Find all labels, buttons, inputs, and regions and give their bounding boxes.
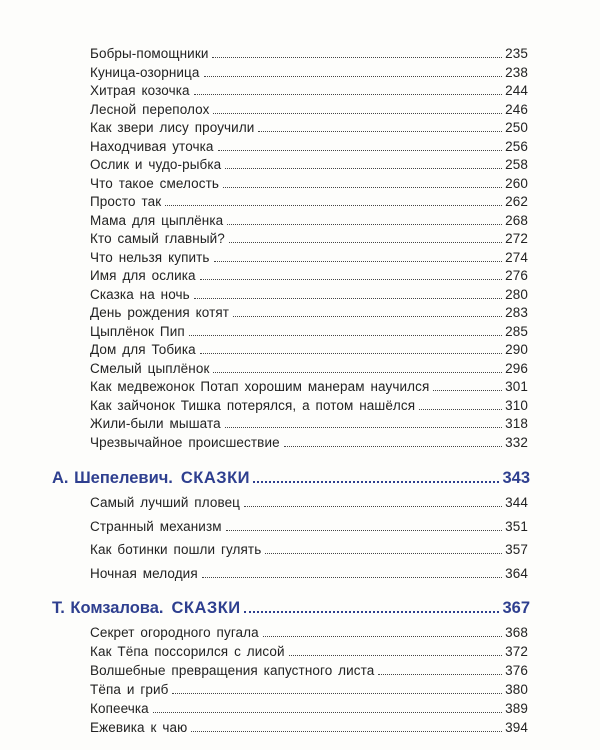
toc-entry-title: Что нельзя купить [90,249,210,265]
toc-entry [90,119,528,137]
toc-entry-page: 260 [505,175,528,191]
dot-leader [433,390,502,391]
toc-entry-title: Хитрая козочка [90,83,190,98]
toc-entry-title: Странный механизм [90,518,222,534]
toc-entry [90,304,528,322]
toc-entry [90,138,528,156]
toc-entry [90,360,528,378]
dot-leader [194,94,503,95]
toc-entry-title: Сказка на ночь [90,286,190,302]
dot-leader [204,76,503,77]
dot-leader [284,446,502,447]
toc-entry [90,101,528,119]
toc-entry [90,518,528,536]
dot-leader [244,506,502,507]
toc-entry-title: Лесной переполох [90,101,210,117]
section-page: 343 [502,469,530,487]
toc-entry-page: 280 [505,286,528,302]
toc-entry-page: 276 [505,268,528,283]
toc-entry [90,64,528,82]
toc-entry-page: 394 [505,720,528,735]
section-author: Т. Комзалова. [52,599,164,617]
toc-entry [90,662,528,680]
toc-entry-title: Самый лучший пловец [90,495,241,510]
toc-entry-title: Как звери лису проучили [90,120,255,135]
toc-entry [90,175,528,193]
dot-leader [263,636,502,637]
dot-leader [233,316,502,317]
dot-leader [244,611,500,613]
toc-entry-page: 258 [505,157,528,172]
toc-entry [90,249,528,267]
dot-leader [172,693,502,694]
toc-entry-title: Бобры-помощники [90,46,209,61]
dot-leader [189,335,502,336]
toc-entry [90,193,528,211]
toc-entry-page: 244 [505,83,528,98]
section-book-title: СКАЗКИ [180,469,251,487]
toc-entry-title: Ослик и чудо-рыбка [90,157,222,172]
toc-entry-title: Жили-были мышата [90,416,221,431]
toc-entry-page: 372 [505,644,528,659]
section-author: А. Шепелевич. [52,469,173,487]
toc-entry-title: Тёпа и гриб [90,682,169,697]
toc-entry [90,681,528,699]
section-page: 367 [502,599,530,617]
toc-entry-title: Как Тёпа поссорился с лисой [90,644,285,659]
toc-entry-title: Мама для цыплёнка [90,212,224,228]
toc-entry-page: 318 [505,416,528,431]
dot-leader [153,712,502,713]
toc-entry-title: День рождения котят [90,305,230,320]
dot-leader [213,113,502,114]
section-book-title: СКАЗКИ [171,599,241,617]
toc-entry [90,415,528,433]
toc-entry-page: 364 [505,565,528,581]
dot-leader [229,242,502,243]
toc-entry [90,624,528,642]
toc-entry-title: Смелый цыплёнок [90,360,210,376]
toc-entry [90,267,528,285]
toc-entry-page: 250 [505,120,528,135]
toc-entry-page: 376 [505,663,528,678]
toc-entry-title: Волшебные превращения капустного листа [90,663,375,678]
toc-entry-page: 268 [505,212,528,228]
toc-entry-page: 351 [505,518,528,534]
dot-leader [419,409,502,410]
toc-entry-page: 357 [505,542,528,557]
dot-leader [253,481,499,483]
toc-entry-title: Кто самый главный? [90,231,225,246]
toc-entry [90,541,528,559]
dot-leader [214,261,503,262]
dot-leader [212,57,502,58]
toc-entry [90,286,528,304]
dot-leader [225,168,502,169]
toc-entry [90,156,528,174]
toc-entry [90,45,528,63]
toc-entry-page: 274 [505,249,528,265]
toc-entry [90,565,528,583]
toc-entry [90,434,528,452]
toc-entry-page: 283 [505,305,528,320]
toc-entry-page: 380 [505,682,528,697]
dot-leader [200,279,503,280]
toc-entry-title: Чрезвычайное происшествие [90,434,280,450]
toc-entry [90,323,528,341]
toc-entry-title: Просто так [90,194,162,209]
dot-leader [258,131,502,132]
dot-leader [289,655,503,656]
section-heading-shepelevich [52,466,530,490]
toc-entry-page: 256 [505,138,528,154]
toc-entry-page: 246 [505,101,528,117]
toc-entry-page: 368 [505,625,528,640]
toc-entry-page: 344 [505,495,528,510]
toc-entry [90,643,528,661]
toc-entry-page: 285 [505,323,528,339]
toc-entry-page: 301 [505,379,528,394]
toc-entry-title: Ежевика к чаю [90,720,188,735]
toc-entry [90,494,528,512]
toc-entry-title: Как ботинки пошли гулять [90,542,262,557]
toc-entry-title: Цыплёнок Пип [90,323,185,339]
dot-leader [227,224,502,225]
toc-entry [90,230,528,248]
toc-entry-page: 389 [505,701,528,716]
toc-entry-page: 262 [505,194,528,209]
toc-entry-title: Находчивая уточка [90,138,214,154]
dot-leader [165,205,502,206]
dot-leader [223,187,502,188]
toc-entry-page: 310 [505,397,528,413]
dot-leader [265,553,502,554]
toc-entry [90,82,528,100]
toc-entry [90,700,528,718]
toc-entry [90,397,528,415]
dot-leader [213,372,502,373]
dot-leader [226,530,503,531]
toc-entry-title: Ночная мелодия [90,565,198,581]
dot-leader [194,298,502,299]
toc-entry-title: Дом для Тобика [90,342,196,357]
toc-entry-page: 290 [505,342,528,357]
dot-leader [225,427,502,428]
toc-entry-page: 238 [505,64,528,80]
toc-entry-title: Секрет огородного пугала [90,625,259,640]
dot-leader [202,577,502,578]
toc-entry [90,378,528,396]
toc-entry-title: Как медвежонок Потап хорошим манерам научился [90,379,430,394]
toc-entry [90,212,528,230]
section-heading-komzalova [52,596,530,620]
dot-leader [378,674,502,675]
dot-leader [191,731,502,732]
dot-leader [218,150,503,151]
toc-entry [90,719,528,737]
toc-entry-page: 296 [505,360,528,376]
toc-entry-title: Копеечка [90,701,149,716]
toc-entry-page: 272 [505,231,528,246]
toc-entry-title: Куница-озорница [90,64,200,80]
toc-entry-page: 332 [505,434,528,450]
toc-entry-page: 235 [505,46,528,61]
toc-entry [90,341,528,359]
dot-leader [200,353,502,354]
toc-entry-title: Что такое смелость [90,175,220,191]
toc-entry-title: Имя для ослика [90,268,196,283]
toc-entry-title: Как зайчонок Тишка потерялся, а потом нашёлся [90,397,416,413]
